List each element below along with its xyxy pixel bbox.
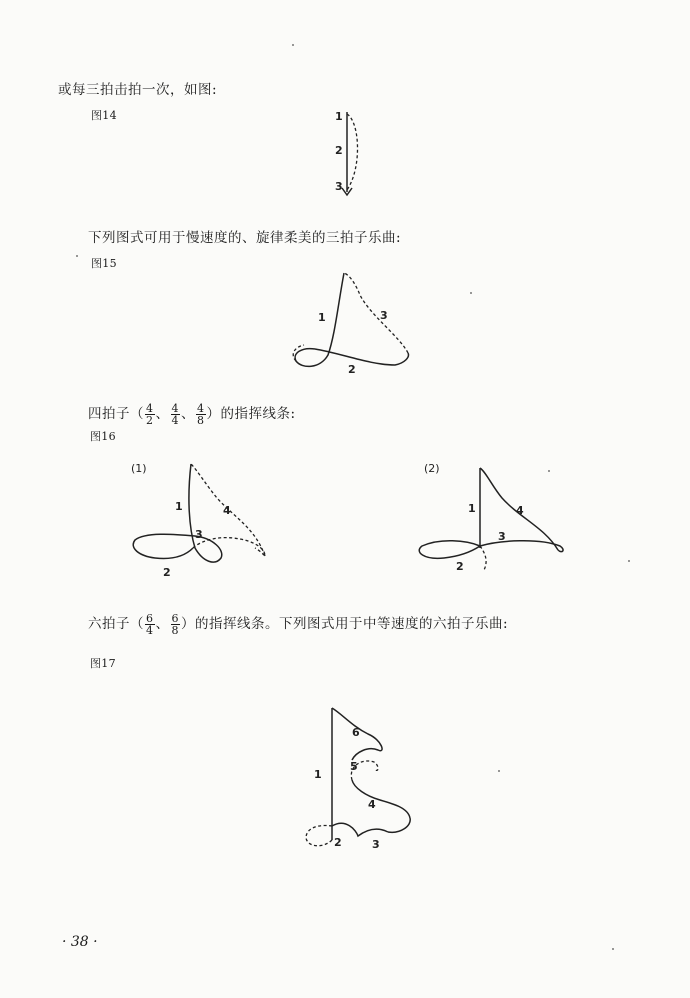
figure-label-16: 图16 — [90, 430, 116, 443]
fig17-beat2-stroke — [332, 823, 388, 836]
fraction-4-4: $\frac{4}{4}$ — [171, 402, 179, 427]
scan-speck — [292, 44, 294, 46]
scan-speck — [628, 560, 630, 562]
fig16-2-beat3-stroke — [480, 541, 563, 552]
fig17-beat-5: 5 — [350, 760, 358, 773]
fig17-beat-3: 3 — [372, 838, 380, 851]
diagram-fig14 — [330, 108, 370, 198]
fig14-beat-2: 2 — [335, 144, 343, 157]
fig17-beat-1: 1 — [314, 768, 322, 781]
fig16-2-beat-2: 2 — [456, 560, 464, 573]
fig15-beat-2: 2 — [348, 363, 356, 376]
fig16-1-stroke — [133, 464, 222, 562]
text-line-2: 下列图式可用于慢速度的、旋律柔美的三拍子乐曲: — [88, 230, 402, 246]
fig15-beat2-stroke — [315, 349, 408, 365]
fig16-1-beat-4: 4 — [223, 504, 231, 517]
figure-label-17: 图17 — [90, 657, 116, 670]
fig17-beat-6: 6 — [352, 726, 360, 739]
fig16-1-beat3-dash — [193, 538, 265, 556]
fig17-loop-dash — [306, 826, 332, 846]
separator: 、 — [155, 406, 170, 422]
scan-speck — [76, 255, 78, 257]
separator: 、 — [155, 616, 170, 632]
diagram-fig16-2 — [410, 458, 570, 578]
fraction-6-8: $\frac{6}{8}$ — [171, 612, 179, 637]
fig17-beat-4: 4 — [368, 798, 376, 811]
fig16-1-beat-2: 2 — [163, 566, 171, 579]
line3-suffix: ）的指挥线条: — [206, 406, 296, 422]
diagram-fig15 — [280, 265, 430, 380]
diagram-fig17 — [296, 700, 426, 860]
page-number: · 38 · — [62, 934, 98, 950]
line3-prefix: 四拍子（ — [88, 406, 144, 422]
scan-speck — [612, 948, 614, 950]
fig15-loop-dash — [293, 345, 304, 361]
text-line-3 — [88, 402, 296, 426]
fig16-2-beat-1: 1 — [468, 502, 476, 515]
fig16-2-label: (2) — [424, 462, 440, 475]
text-line-1: 或每三拍击拍一次，如图: — [58, 82, 218, 98]
scan-speck — [548, 470, 550, 472]
figure-label-15: 图15 — [91, 257, 117, 270]
separator: 、 — [181, 406, 195, 422]
fig16-2-beat-4: 4 — [516, 504, 524, 517]
fig16-1-beat-3: 3 — [195, 528, 203, 541]
fig17-beat3-4-stroke — [352, 780, 410, 832]
fig15-beat3-return — [344, 273, 408, 353]
fig15-beat-1: 1 — [318, 311, 326, 324]
fig16-1-beat-1: 1 — [175, 500, 183, 513]
scan-speck — [470, 292, 472, 294]
text-line-4 — [88, 612, 508, 636]
fraction-4-2: $\frac{4}{2}$ — [146, 402, 154, 427]
fig17-beat-2: 2 — [334, 836, 342, 849]
fig16-2-beat-3: 3 — [498, 530, 506, 543]
fig16-2-loop — [419, 541, 480, 559]
scan-speck — [498, 770, 500, 772]
fig16-1-label: (1) — [131, 462, 147, 475]
fig14-beat-3: 3 — [335, 180, 343, 193]
fig16-2-beat2-dash — [480, 546, 486, 570]
figure-label-14: 图14 — [91, 109, 117, 122]
diagram-fig16-1 — [125, 458, 275, 578]
fig14-return-curve — [347, 114, 358, 190]
fraction-4-8: $\frac{4}{8}$ — [197, 402, 205, 427]
fig15-beat-3: 3 — [380, 309, 388, 322]
line4-prefix: 六拍子（ — [88, 616, 144, 632]
fraction-6-4: $\frac{6}{4}$ — [146, 612, 154, 637]
fig14-beat-1: 1 — [335, 110, 343, 123]
line4-suffix: ）的指挥线条。下列图式用于中等速度的六拍子乐曲: — [181, 616, 509, 632]
